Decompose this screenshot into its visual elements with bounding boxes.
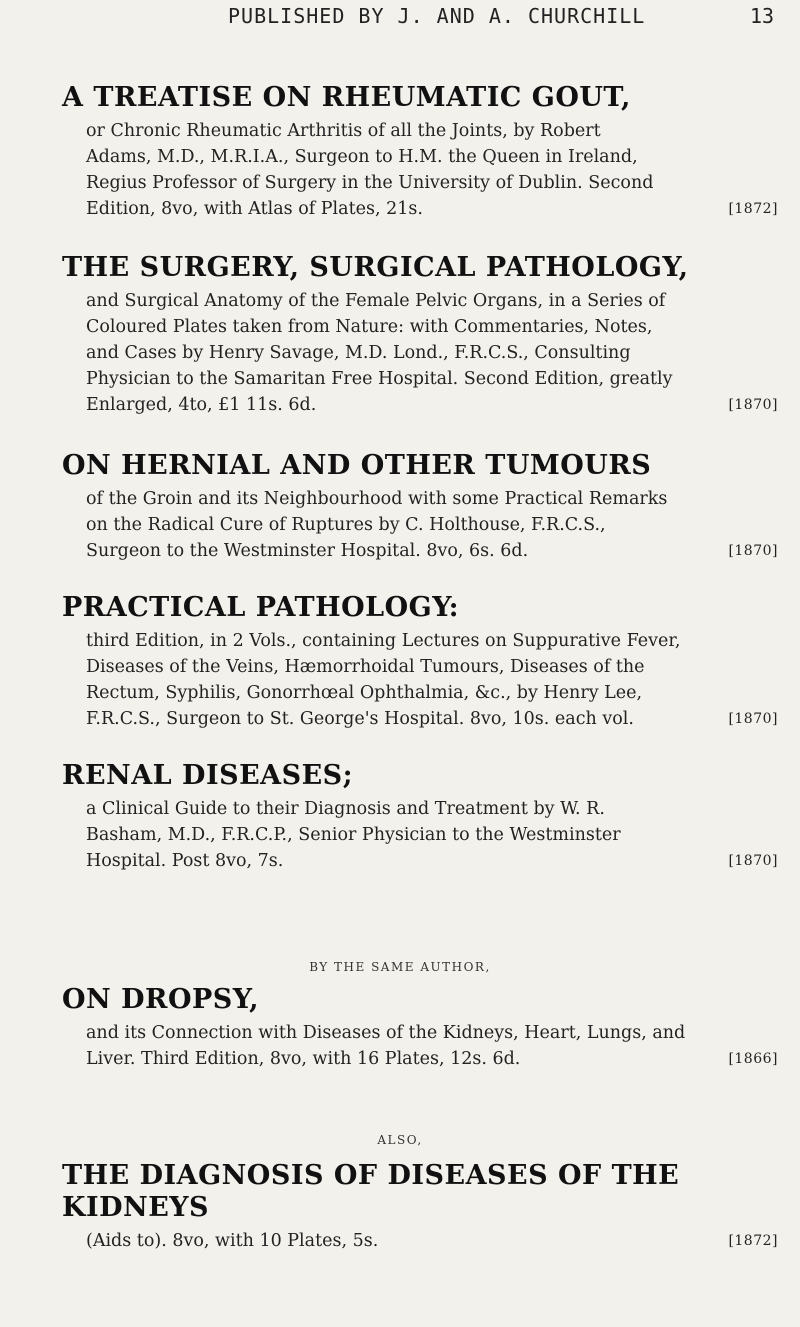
catalogue-entry [62, 984, 782, 1072]
entry-line: Physician to the Samaritan Free Hospital. Second Edition, greatly [86, 369, 673, 389]
entry-line: Surgeon to the Westminster Hospital. 8vo, 6s. 6d. [1870] [86, 538, 782, 564]
catalogue-entry [62, 450, 782, 564]
catalogue-entry [62, 252, 782, 418]
entry-line: Regius Professor of Surgery in the University of Dublin. Second [86, 173, 654, 193]
entry-line: of the Groin and its Neighbourhood with some Practical Remarks [86, 489, 668, 509]
entry-line: on the Radical Cure of Ruptures by C. Holthouse, F.R.C.S., [86, 515, 606, 535]
publication-year: [1866] [728, 1051, 778, 1067]
entry-line: Coloured Plates taken from Nature: with Commentaries, Notes, [86, 317, 653, 337]
entry-line: F.R.C.S., Surgeon to St. George's Hospital. 8vo, 10s. each vol. [1870] [86, 706, 782, 732]
entry-title: PRACTICAL PATHOLOGY: [62, 592, 460, 623]
running-head: PUBLISHED BY J. AND A. CHURCHILL [228, 4, 646, 28]
section-subheading: ALSO, [377, 1133, 423, 1147]
entry-description [86, 288, 782, 418]
catalogue-entry [62, 1160, 782, 1254]
entry-line: Enlarged, 4to, £1 11s. 6d. [1870] [86, 392, 782, 418]
publication-year: [1872] [728, 1233, 778, 1249]
entry-line: or Chronic Rheumatic Arthritis of all the Joints, by Robert [86, 121, 601, 141]
publication-year: [1870] [728, 853, 778, 869]
publication-year: [1870] [728, 711, 778, 727]
section-subheading: BY THE SAME AUTHOR, [309, 960, 491, 974]
entry-line: a Clinical Guide to their Diagnosis and Treatment by W. R. [86, 799, 605, 819]
entry-line: Hospital. Post 8vo, 7s. [1870] [86, 848, 782, 874]
entry-description [86, 1020, 782, 1072]
entry-description [86, 628, 782, 732]
entry-line: (Aids to). 8vo, with 10 Plates, 5s. [1872] [86, 1228, 782, 1254]
entry-line: Basham, M.D., F.R.C.P., Senior Physician to the Westminster [86, 825, 621, 845]
page-number: 13 [750, 4, 775, 28]
publication-year: [1870] [728, 543, 778, 559]
entry-title: ON DROPSY, [62, 984, 259, 1015]
entry-line: third Edition, in 2 Vols., containing Lectures on Suppurative Fever, [86, 631, 681, 651]
entry-line: Diseases of the Veins, Hæmorrhoidal Tumours, Diseases of the [86, 657, 645, 677]
entry-title: RENAL DISEASES; [62, 760, 354, 791]
publication-year: [1870] [728, 397, 778, 413]
entry-line: Liver. Third Edition, 8vo, with 16 Plates, 12s. 6d. [1866] [86, 1046, 782, 1072]
entry-title: THE DIAGNOSIS OF DISEASES OF THE KIDNEYS [62, 1160, 680, 1223]
entry-title: THE SURGERY, SURGICAL PATHOLOGY, [62, 252, 689, 283]
entry-title: ON HERNIAL AND OTHER TUMOURS [62, 450, 652, 481]
catalogue-entry [62, 82, 782, 222]
entry-line: and Surgical Anatomy of the Female Pelvic Organs, in a Series of [86, 291, 666, 311]
entry-line: Edition, 8vo, with Atlas of Plates, 21s. [1872] [86, 196, 782, 222]
catalogue-entry [62, 760, 782, 874]
catalogue-entry [62, 592, 782, 732]
entry-description [86, 486, 782, 564]
entry-line: and Cases by Henry Savage, M.D. Lond., F.R.C.S., Consulting [86, 343, 631, 363]
publication-year: [1872] [728, 201, 778, 217]
entry-line: Adams, M.D., M.R.I.A., Surgeon to H.M. the Queen in Ireland, [86, 147, 638, 167]
entry-title: A TREATISE ON RHEUMATIC GOUT, [62, 82, 631, 113]
entry-line: and its Connection with Diseases of the Kidneys, Heart, Lungs, and [86, 1023, 686, 1043]
entry-description [86, 118, 782, 222]
entry-description [86, 796, 782, 874]
entry-line: Rectum, Syphilis, Gonorrhœal Ophthalmia, &c., by Henry Lee, [86, 683, 643, 703]
entry-description [86, 1228, 782, 1254]
